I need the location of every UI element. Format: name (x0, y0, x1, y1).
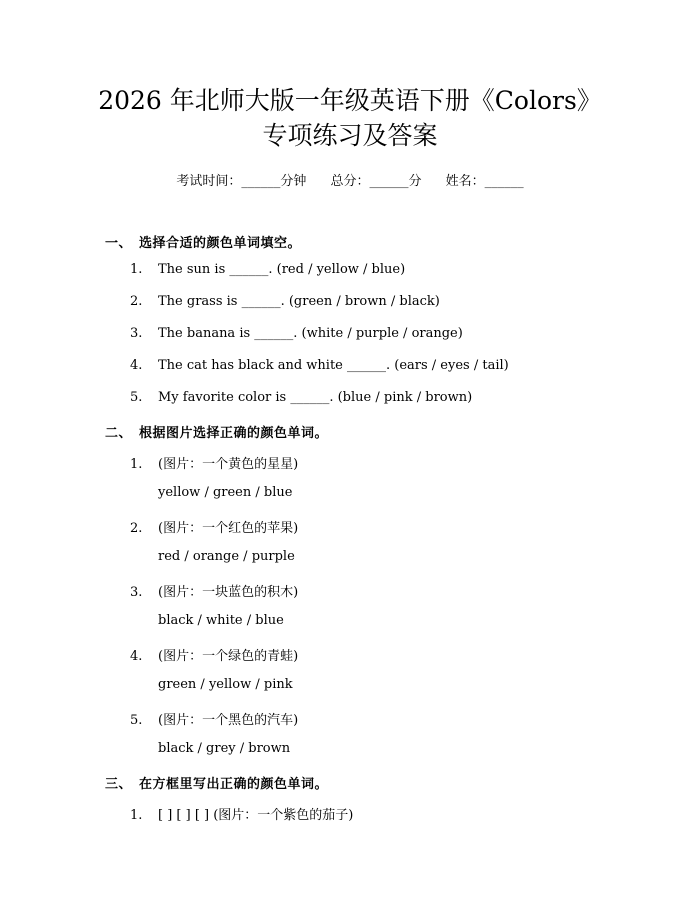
section-1-heading (105, 232, 301, 251)
exam-info (0, 170, 700, 189)
question-text: (图片：一个绿色的青蛙) (158, 649, 299, 664)
question-number: 1. (130, 808, 143, 823)
question-item (130, 517, 298, 536)
section-number: 一、 (105, 236, 133, 251)
question-number: 1. (130, 457, 143, 472)
question-item (130, 645, 298, 664)
section-title: 选择合适的颜色单词填空。 (139, 236, 302, 251)
question-item (130, 262, 405, 277)
question-item (130, 326, 463, 341)
exam-time: 考试时间：______分钟 (176, 174, 307, 189)
page-subtitle: 专项练习及答案 (262, 121, 438, 150)
question-text: The banana is ______. (white / purple / orange) (158, 326, 463, 341)
question-number: 5. (130, 390, 143, 405)
question-text: (图片：一个黄色的星星) (158, 457, 299, 472)
question-number: 4. (130, 358, 143, 373)
question-number: 2. (130, 294, 143, 309)
question-item (130, 709, 298, 728)
question-number: 1. (130, 262, 143, 277)
question-item (130, 581, 298, 600)
question-text: (图片：一个红色的苹果) (158, 521, 299, 536)
question-number: 3. (130, 326, 143, 341)
question-text: (图片：一块蓝色的积木) (158, 585, 299, 600)
question-options: green / yellow / pink (158, 677, 293, 692)
question-number: 4. (130, 649, 143, 664)
question-item (130, 453, 298, 472)
question-text: (图片：一个黑色的汽车) (158, 713, 299, 728)
question-text: The cat has black and white ______. (ears / eyes / tail) (158, 358, 509, 373)
section-title: 根据图片选择正确的颜色单词。 (139, 426, 329, 441)
section-number: 三、 (105, 777, 133, 792)
section-number: 二、 (105, 426, 133, 441)
section-title: 在方框里写出正确的颜色单词。 (139, 777, 329, 792)
question-item (130, 804, 353, 823)
question-number: 5. (130, 713, 143, 728)
question-text: The sun is ______. (red / yellow / blue) (158, 262, 406, 277)
question-text: My favorite color is ______. (blue / pink / brown) (158, 390, 473, 405)
page-title: 2026 年北师大版一年级英语下册《Colors》 (98, 86, 602, 115)
section-2-heading (105, 422, 328, 441)
exam-score: 总分：______分 (330, 174, 422, 189)
question-text: [ ] [ ] [ ] (图片：一个紫色的茄子) (158, 808, 354, 823)
question-options: black / grey / brown (158, 741, 291, 756)
question-options: black / white / blue (158, 613, 284, 628)
question-options: yellow / green / blue (158, 485, 293, 500)
question-item (130, 294, 440, 309)
section-3-heading (105, 773, 328, 792)
student-name: 姓名：______ (445, 174, 524, 189)
question-number: 3. (130, 585, 143, 600)
question-item (130, 390, 472, 405)
question-item (130, 358, 509, 373)
question-text: The grass is ______. (green / brown / black) (158, 294, 440, 309)
question-number: 2. (130, 521, 143, 536)
question-options: red / orange / purple (158, 549, 295, 564)
